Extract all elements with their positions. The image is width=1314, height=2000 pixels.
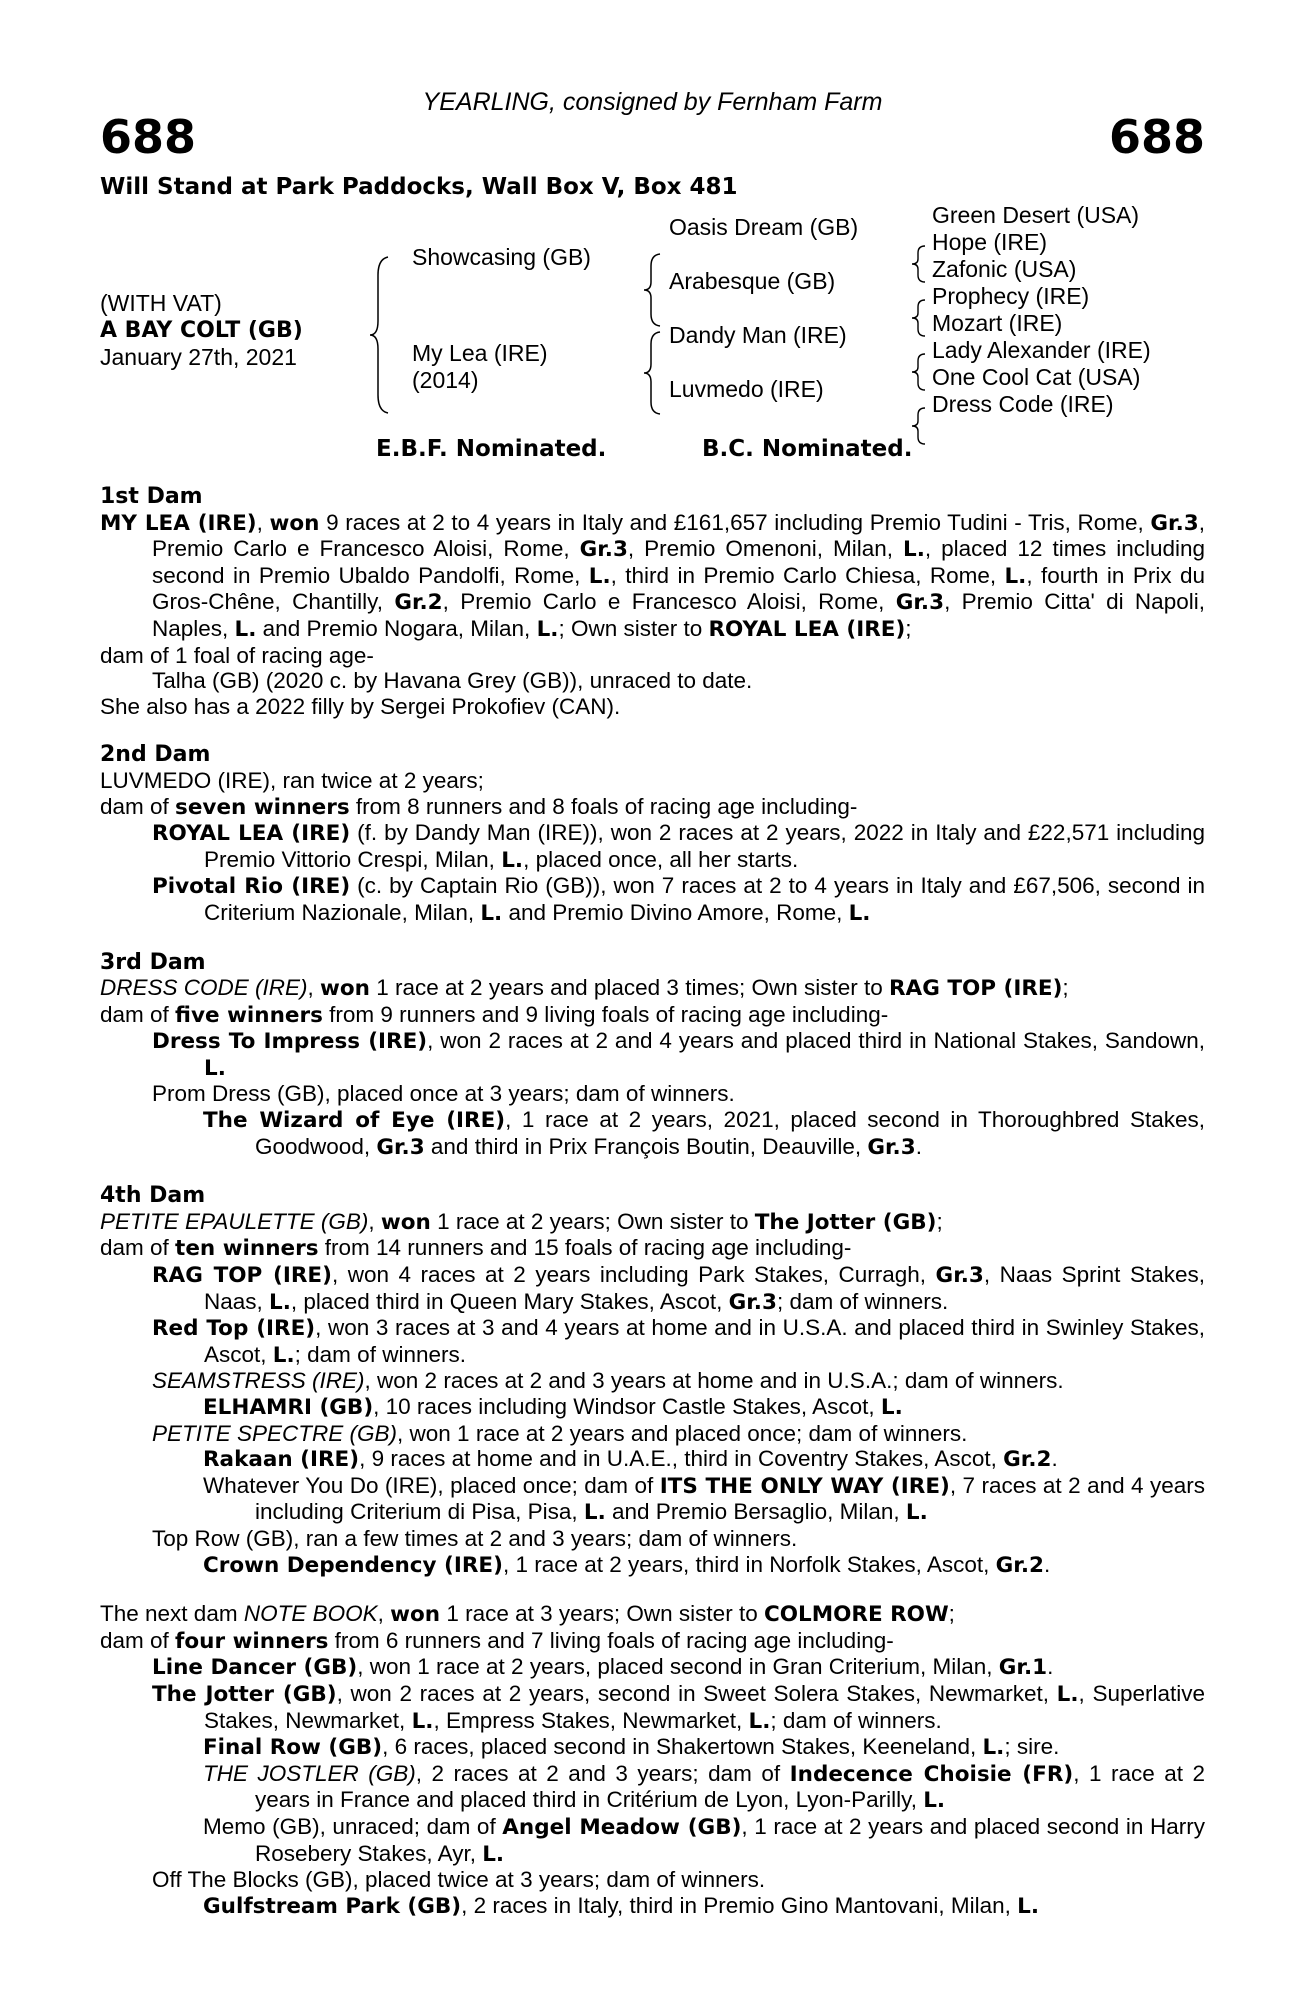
text-run: , Premio Carlo e Francesco Aloisi, Rome, [152, 509, 1205, 562]
text-run: , Premio Omenoni, Milan, [627, 536, 903, 562]
pedigree-g3-8: Dress Code (IRE) [932, 391, 1114, 417]
pedigree-sire-dam: Arabesque (GB) [669, 268, 836, 294]
text-run: 1 race at 2 years; Own sister to [430, 1208, 755, 1234]
text-run: Top Row (GB), ran a few times at 2 and 3 years; dam of winners. [152, 1525, 798, 1551]
text-run: DRESS CODE (IRE) [100, 975, 308, 1001]
fourth-dam-progeny-7 [203, 1473, 1205, 1526]
pedigree-dam: My Lea (IRE) [412, 340, 548, 366]
text-run: L. [588, 563, 611, 589]
next-dam-progeny-5 [203, 1814, 1205, 1867]
text-run: . [915, 1133, 922, 1159]
text-run: L. [1017, 1893, 1040, 1919]
next-dam-progeny-2 [152, 1681, 1205, 1734]
text-run: . [1047, 1654, 1054, 1680]
text-run: and Premio Divino Amore, Rome, [502, 899, 849, 925]
pedigree-g3-1: Green Desert (USA) [932, 202, 1140, 228]
text-run: Gr.3 [867, 1134, 916, 1160]
text-run: THE JOSTLER (GB) [203, 1760, 416, 1786]
text-run: She also has a 2022 filly by Sergei Prokofiev (CAN). [100, 693, 621, 719]
text-run: Prom Dress (GB), placed once at 3 years; dam of winners. [152, 1081, 735, 1107]
text-run: . [1043, 1551, 1051, 1577]
text-run: , Superlative Stakes, Newmarket, [204, 1680, 1206, 1733]
lot-number-left: 688 [100, 110, 197, 164]
text-run: , Empress Stakes, Newmarket, [433, 1707, 749, 1733]
lot-number-right: 688 [1108, 110, 1205, 164]
text-run: and Premio Bersaglio, Milan, [605, 1499, 906, 1525]
text-run: LUVMEDO (IRE), ran twice at 2 years; [100, 767, 484, 793]
text-run: SEAMSTRESS (IRE) [152, 1368, 365, 1394]
text-run: Memo (GB), unraced; dam of [203, 1813, 503, 1839]
text-run: dam of [100, 793, 176, 819]
text-run: ; [905, 615, 912, 641]
text-run: , 9 races at home and in U.A.E., third in Coventry Stakes, Ascot, [359, 1446, 1004, 1472]
text-run: , won 1 race at 2 years, placed second in Gran Criterium, Milan, [357, 1654, 999, 1680]
text-run: L. [1056, 1681, 1079, 1707]
text-run: L. [982, 1735, 1005, 1761]
text-run: won [380, 1209, 431, 1235]
text-run: , [256, 509, 270, 535]
third-dam-foals [100, 1002, 1205, 1029]
text-run: from 14 runners and 15 foals of racing age including- [318, 1235, 852, 1261]
text-run: , [377, 1601, 391, 1627]
text-run: , [307, 975, 321, 1001]
text-run: L. [583, 1500, 606, 1526]
text-run: L. [903, 537, 925, 563]
text-run: (c. by Captain Rio (GB)), won 7 races at 2 to 4 years in Italy and £67,506, second in Criterium Nazionale, Milan, [204, 873, 1205, 925]
text-run: , Premio Carlo e Francesco Aloisi, Rome, [442, 589, 896, 615]
fourth-dam-heading: 4th Dam [100, 1183, 206, 1209]
text-run: Gr.2 [394, 590, 443, 616]
text-run: , won 2 races at 2 years, second in Sweet Solera Stakes, Newmarket, [336, 1680, 1057, 1706]
text-run: Rakaan (IRE) [203, 1447, 360, 1473]
text-run: L. [880, 1395, 903, 1420]
pedigree-brace-g1 [910, 244, 928, 284]
text-run: dam of [100, 1627, 176, 1653]
third-dam-progeny-1 [152, 1028, 1205, 1081]
next-dam-progeny-3 [203, 1734, 1205, 1761]
first-dam-note [100, 694, 1205, 720]
next-dam-progeny-4 [203, 1761, 1205, 1814]
text-run: Gr.3 [728, 1289, 777, 1315]
pedigree-dam-year: (2014) [412, 367, 479, 393]
text-run: dam of [100, 1001, 176, 1027]
text-run: Whatever You Do (IRE), placed once; dam of [203, 1472, 660, 1498]
text-run: PETITE EPAULETTE (GB) [100, 1208, 369, 1234]
pedigree-brace-main [368, 255, 392, 415]
text-run: Gulfstream Park (GB) [203, 1893, 462, 1919]
text-run: L. [1004, 563, 1027, 589]
text-run: Line Dancer (GB) [152, 1655, 358, 1681]
text-run: Gr.2 [1003, 1447, 1052, 1473]
text-run: Dress To Impress (IRE) [152, 1029, 428, 1055]
pedigree-g3-6: Lady Alexander (IRE) [932, 337, 1151, 363]
text-run: seven winners [175, 794, 350, 820]
text-run: The Wizard of Eye (IRE) [203, 1108, 506, 1134]
fourth-dam-progeny-2 [152, 1315, 1205, 1368]
text-run: , placed third in Queen Mary Stakes, Ascot, [290, 1288, 729, 1314]
text-run: from 9 runners and 9 living foals of racing age including- [322, 1001, 889, 1027]
pedigree-notes [100, 484, 1205, 1919]
text-run: five winners [175, 1002, 323, 1028]
text-run: , 10 races including Windsor Castle Stakes, Ascot, [373, 1394, 881, 1419]
second-dam-progeny-1 [152, 820, 1205, 873]
text-run: L. [482, 1841, 505, 1867]
text-run: , [368, 1208, 381, 1234]
pedigree-brace-g4 [910, 406, 928, 446]
text-run: Talha (GB) (2020 c. by Havana Grey (GB)), unraced to date. [152, 668, 753, 694]
text-run: , won 2 races at 2 and 3 years at home and in U.S.A.; dam of winners. [364, 1368, 1064, 1394]
stand-info: Will Stand at Park Paddocks, Wall Box V, Box 481 [100, 174, 738, 200]
text-run: Off The Blocks (GB), placed twice at 3 years; dam of winners. [152, 1867, 766, 1893]
text-run: and Premio Nogara, Milan, [256, 615, 537, 641]
pedigree-brace-sire [642, 252, 664, 328]
pedigree-sire: Showcasing (GB) [412, 244, 591, 270]
text-run: , won 4 races at 2 years including Park Stakes, Curragh, [331, 1262, 936, 1288]
text-run: won [390, 1602, 441, 1628]
next-dam-progeny-1 [152, 1654, 1205, 1681]
text-run: L. [269, 1289, 291, 1315]
text-run: Gr.3 [579, 537, 628, 563]
pedigree-brace-dam [642, 330, 664, 416]
text-run: ; dam of winners. [770, 1707, 942, 1733]
text-run: , 2 races in Italy, third in Premio Gino Mantovani, Milan, [461, 1892, 1018, 1918]
third-dam-record [100, 975, 1205, 1002]
text-run: won [320, 976, 370, 1002]
text-run: , 1 race at 2 years, third in Norfolk Stakes, Ascot, [502, 1551, 996, 1577]
text-run: 1 race at 3 years; Own sister to [440, 1601, 764, 1627]
first-dam-progeny [152, 668, 1205, 694]
text-run: , fourth in Prix du Gros-Chêne, Chantilly, [152, 562, 1205, 615]
text-run: from 8 runners and 8 foals of racing age including- [349, 793, 858, 819]
fourth-dam-progeny-6 [203, 1446, 1205, 1473]
text-run: , 7 races at 2 and 4 years including Criterium di Pisa, Pisa, [255, 1472, 1205, 1525]
text-run: dam of [100, 1235, 176, 1261]
text-run: , 2 races at 2 and 3 years; dam of [415, 1760, 790, 1786]
fourth-dam-progeny-3 [152, 1368, 1205, 1394]
text-run: , won 2 races at 2 and 4 years and placed third in National Stakes, Sandown, [427, 1028, 1206, 1054]
text-run: ; sire. [1004, 1734, 1060, 1760]
text-run: Angel Meadow (GB) [502, 1814, 742, 1840]
text-run: Indecence Choisie (FR) [789, 1761, 1074, 1787]
text-run: , won 1 race at 2 years and placed once; dam of winners. [397, 1420, 968, 1446]
next-dam-progeny-6 [152, 1867, 1205, 1893]
pedigree-g3-5: Mozart (IRE) [932, 310, 1063, 336]
text-run: ELHAMRI (GB) [203, 1395, 374, 1420]
text-run: Pivotal Rio (IRE) [152, 874, 351, 900]
second-dam-record [100, 768, 1205, 794]
pedigree-dam-sire: Dandy Man (IRE) [669, 322, 847, 348]
text-run: ; [1062, 975, 1069, 1001]
text-run: . [1051, 1446, 1058, 1472]
next-dam-progeny-7 [203, 1893, 1205, 1920]
pedigree-sire-sire: Oasis Dream (GB) [669, 214, 859, 240]
fourth-dam-progeny-4 [203, 1394, 1205, 1421]
text-run: L. [204, 1055, 226, 1081]
text-run: , won 3 races at 3 and 4 years at home and in U.S.A. and placed third in Swinley Stakes, Ascot, [204, 1315, 1205, 1367]
text-run: The Jotter (GB) [754, 1209, 937, 1235]
text-run: L. [536, 616, 559, 642]
text-run: Gr.1 [998, 1655, 1048, 1681]
text-run: , 6 races, placed second in Shakertown Stakes, Keeneland, [382, 1734, 983, 1760]
text-run: Crown Dependency (IRE) [203, 1552, 503, 1578]
text-run: The next dam [100, 1601, 244, 1627]
text-run: , placed 12 times including second in Premio Ubaldo Pandolfi, Rome, [152, 536, 1206, 588]
text-run: , Naas Sprint Stakes, Naas, [204, 1262, 1205, 1314]
ebf-nomination: E.B.F. Nominated. [376, 436, 607, 462]
text-run: and third in Prix François Boutin, Deauville, [424, 1133, 868, 1159]
text-run: NOTE BOOK [243, 1601, 378, 1627]
pedigree-g3-3: Zafonic (USA) [932, 256, 1077, 282]
text-run: ; dam of winners. [776, 1288, 949, 1314]
text-run: Gr.3 [895, 590, 945, 616]
third-dam-progeny-2 [152, 1081, 1205, 1107]
pedigree-dam-dam: Luvmedo (IRE) [669, 376, 824, 402]
text-run: ; Own sister to [558, 615, 709, 641]
text-run: ROYAL LEA (IRE) [152, 821, 351, 847]
text-run: L. [848, 900, 871, 926]
text-run: L. [748, 1708, 771, 1734]
text-run: Gr.3 [935, 1263, 984, 1289]
text-run: L. [272, 1342, 295, 1368]
fourth-dam-progeny-9 [203, 1552, 1205, 1579]
text-run: L. [480, 900, 503, 926]
text-run: Gr.3 [376, 1134, 425, 1160]
next-dam-record [100, 1601, 1205, 1628]
fourth-dam-progeny-8 [152, 1526, 1205, 1552]
first-dam-record [100, 510, 1205, 643]
text-run: COLMORE ROW [763, 1602, 949, 1628]
text-run: ; [936, 1208, 943, 1234]
pedigree-brace-g3 [910, 352, 928, 392]
horse-name: A BAY COLT (GB) [100, 318, 303, 343]
bc-nomination: B.C. Nominated. [702, 436, 913, 462]
text-run: , 1 race at 2 years and placed second in Harry Rosebery Stakes, Ayr, [255, 1813, 1205, 1866]
text-run: L. [905, 1500, 928, 1526]
text-run: L. [501, 847, 524, 873]
text-run: dam of 1 foal of racing age- [100, 642, 374, 668]
text-run: won [269, 510, 320, 536]
text-run: ROYAL LEA (IRE) [708, 616, 906, 642]
pedigree-g3-7: One Cool Cat (USA) [932, 364, 1141, 390]
text-run: (f. by Dandy Man (IRE)), won 2 races at 2 years, 2022 in Italy and £22,571 including Premio Vittorio Crespi, Milan, [204, 820, 1205, 872]
second-dam-foals [100, 794, 1205, 821]
text-run: PETITE SPECTRE (GB) [152, 1420, 398, 1446]
text-run: 1 race at 2 years and placed 3 times; Own sister to [370, 975, 889, 1001]
text-run: from 6 runners and 7 living foals of racing age including- [328, 1627, 894, 1653]
next-dam-foals [100, 1628, 1205, 1655]
second-dam-heading: 2nd Dam [100, 742, 211, 768]
text-run: Gr.2 [995, 1552, 1044, 1578]
text-run: Red Top (IRE) [152, 1316, 316, 1342]
pedigree-brace-g2 [910, 298, 928, 338]
text-run: Gr.3 [1150, 510, 1199, 536]
text-run: MY LEA (IRE) [100, 510, 257, 536]
consignment-line: YEARLING, consigned by Fernham Farm [422, 88, 883, 116]
fourth-dam-foals [100, 1235, 1205, 1262]
pedigree-g3-4: Prophecy (IRE) [932, 283, 1090, 309]
vat-label: (WITH VAT) [100, 290, 222, 316]
text-run: The Jotter (GB) [152, 1681, 337, 1707]
text-run: L. [923, 1788, 946, 1814]
text-run: ten winners [175, 1236, 319, 1262]
text-run: ITS THE ONLY WAY (IRE) [659, 1473, 950, 1499]
text-run: L. [234, 616, 257, 642]
text-run: RAG TOP (IRE) [889, 976, 1063, 1002]
text-run: L. [411, 1708, 434, 1734]
second-dam-progeny-2 [152, 873, 1205, 926]
fourth-dam-progeny-5 [152, 1421, 1205, 1447]
text-run: ; [948, 1601, 955, 1627]
text-run: RAG TOP (IRE) [152, 1263, 332, 1289]
pedigree-g3-2: Hope (IRE) [932, 229, 1048, 255]
text-run: ; dam of winners. [294, 1341, 466, 1367]
text-run: , third in Premio Carlo Chiesa, Rome, [610, 562, 1005, 588]
text-run: , 1 race at 2 years, 2021, placed second in Thoroughbred Stakes, Goodwood, [255, 1107, 1205, 1159]
fourth-dam-record [100, 1209, 1205, 1236]
text-run: Final Row (GB) [203, 1735, 383, 1761]
third-dam-heading: 3rd Dam [100, 949, 206, 975]
fourth-dam-progeny-1 [152, 1262, 1205, 1315]
first-dam-heading: 1st Dam [100, 484, 203, 509]
text-run: four winners [175, 1628, 329, 1654]
foaling-date: January 27th, 2021 [100, 344, 297, 370]
text-run: , 1 race at 2 years in France and placed third in Critérium de Lyon, Lyon-Parilly, [255, 1760, 1205, 1813]
first-dam-foals [100, 643, 1205, 669]
third-dam-progeny-3 [203, 1107, 1205, 1160]
text-run: , placed once, all her starts. [523, 846, 799, 872]
text-run: 9 races at 2 to 4 years in Italy and £161,657 including Premio Tudini - Tris, Rome, [319, 509, 1151, 535]
text-run: , Premio Citta' di Napoli, Naples, [152, 589, 1205, 641]
